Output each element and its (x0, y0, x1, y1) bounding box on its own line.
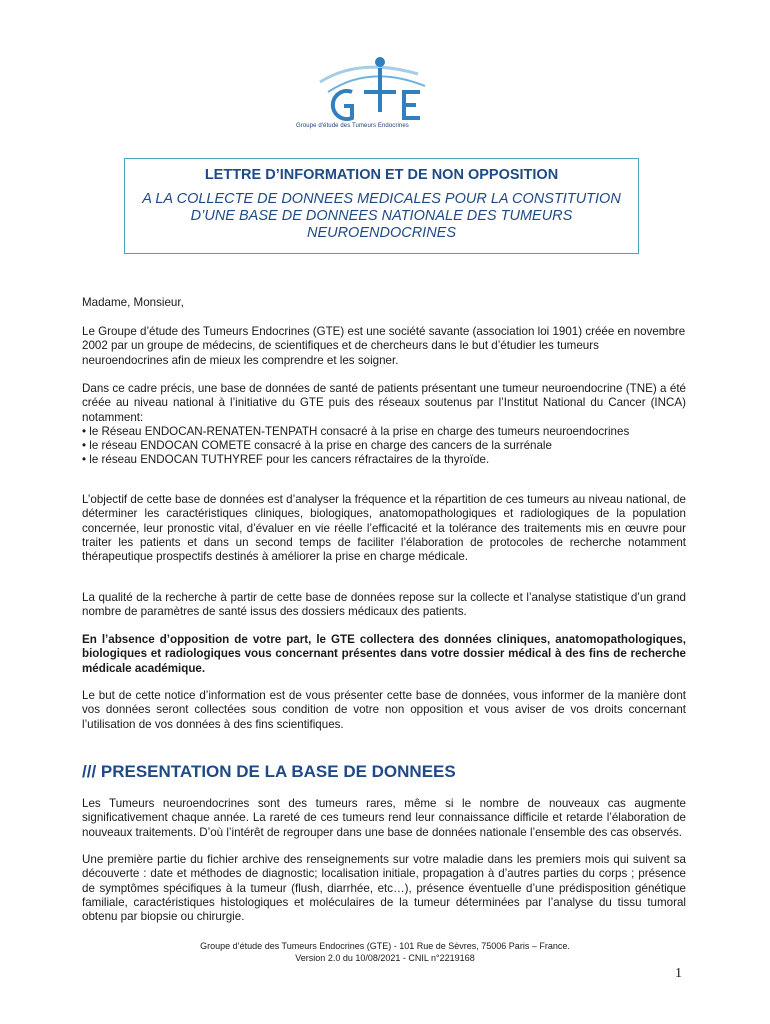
footer (0, 940, 770, 964)
paragraph-intro: Le Groupe d’étude des Tumeurs Endocrines (GTE) est une société savante (association loi 1901) créée en novembre 2002 par un groupe de médecins, de scientifiques et de chercheurs dans le but d’étudier les tumeurs neuroendocrines afin de mieux les comprendre et les soigner. (82, 325, 686, 367)
list-item: • le Réseau ENDOCAN-RENATEN-TENPATH consacré à la prise en charge des tumeurs neuroendocrines (82, 424, 630, 438)
section-paragraph-rare-tumors: Les Tumeurs neuroendocrines sont des tumeurs rares, même si le nombre de nouveaux cas augmente significativement chaque année. La rareté de ces tumeurs rend leur connaissance difficile et retarde l’élaboration de nouveaux traitements. D’où l’intérêt de regrouper dans une base de données nationale l’ensemble des cas observés. (82, 797, 686, 839)
list-item: • le réseau ENDOCAN COMETE consacré à la prise en charge des cancers de la surrénale (82, 439, 552, 453)
paragraph-quality: La qualité de la recherche à partir de cette base de données repose sur la collecte et l’analyse statistique d’un grand nombre de paramètres de santé issus des dossiers médicaux des patients. (82, 591, 686, 619)
paragraph-context-text: Dans ce cadre précis, une base de données de santé de patients présentant une tumeur neuroendocrine (TNE) a été créée au niveau national à l’initiative du GTE puis des réseaux soutenus par l’Institut National du Cancer (INCA) notamment: (82, 382, 686, 424)
footer-version: Version 2.0 du 10/08/2021 - CNIL n°2219168 (295, 953, 475, 963)
paragraph-non-opposition: En l’absence d’opposition de votre part, le GTE collectera des données cliniques, anatomopathologiques, biologiques et radiologiques vous concernant présentes dans votre dossier médical à des fins de recherche médicale académique. (82, 633, 686, 675)
section-title: /// PRESENTATION DE LA BASE DE DONNEES (82, 762, 456, 781)
footer-address: Groupe d’étude des Tumeurs Endocrines (GTE) - 101 Rue de Sèvres, 75006 Paris – France. (200, 941, 570, 951)
list-item: • le réseau ENDOCAN TUTHYREF pour les cancers réfractaires de la thyroïde. (82, 453, 490, 467)
gte-logo-mark (300, 52, 460, 132)
section-paragraph-first-part: Une première partie du fichier archive des renseignements sur votre maladie dans les premiers mois qui suivent sa découverte : date et méthodes de diagnostic; localisation initiale, propagation à d’autres parties du corps ; présence de symptômes spécifiques à la tumeur (flush, diarrhée, etc…), présence éventuelle d’une prédisposition génétique familiale, caractéristiques histologiques et moléculaires de la tumeur déterminées par l’analyse du tissu tumoral obtenu par biopsie ou chirurgie. (82, 853, 686, 924)
paragraph-purpose: Le but de cette notice d’information est de vous présenter cette base de données, vous informer de la manière dont vos données seront collectées sous condition de votre non opposition et vous aviser de vos droits concernant l’utilisation de vos données à des fins scientifiques. (82, 689, 686, 731)
document-title: LETTRE D’INFORMATION ET DE NON OPPOSITION (204, 167, 559, 183)
logo-letter-e-icon (404, 92, 420, 118)
logo-caption: Groupe d'étude des Tumeurs Endocrines (296, 123, 409, 129)
document-subtitle: A LA COLLECTE DE DONNEES MEDICALES POUR LA CONSTITUTION D’UNE BASE DE DONNEES NATIONALE DES TUMEURS NEUROENDOCRINES (142, 191, 621, 241)
title-box (124, 158, 639, 254)
logo-figure-head-icon (375, 57, 385, 67)
logo-letter-g-icon (333, 91, 352, 119)
paragraph-context (82, 382, 686, 468)
page-number: 1 (675, 966, 682, 981)
salutation: Madame, Monsieur, (82, 296, 184, 309)
paragraph-objective: L’objectif de cette base de données est d’analyser la fréquence et la répartition de ces tumeurs au niveau national, de déterminer les caractéristiques cliniques, biologiques, anatomopathologiques et radiologiques de la population concernée, leur pronostic vital, d’évaluer en vie réelle l’efficacité et la tolérance des traitements mis en œuvre pour traiter les patients et dans un second temps de faciliter l’élaboration de protocoles de recherche notamment thérapeutique prospectifs destinés à améliorer la prise en charge médicale. (82, 493, 686, 564)
